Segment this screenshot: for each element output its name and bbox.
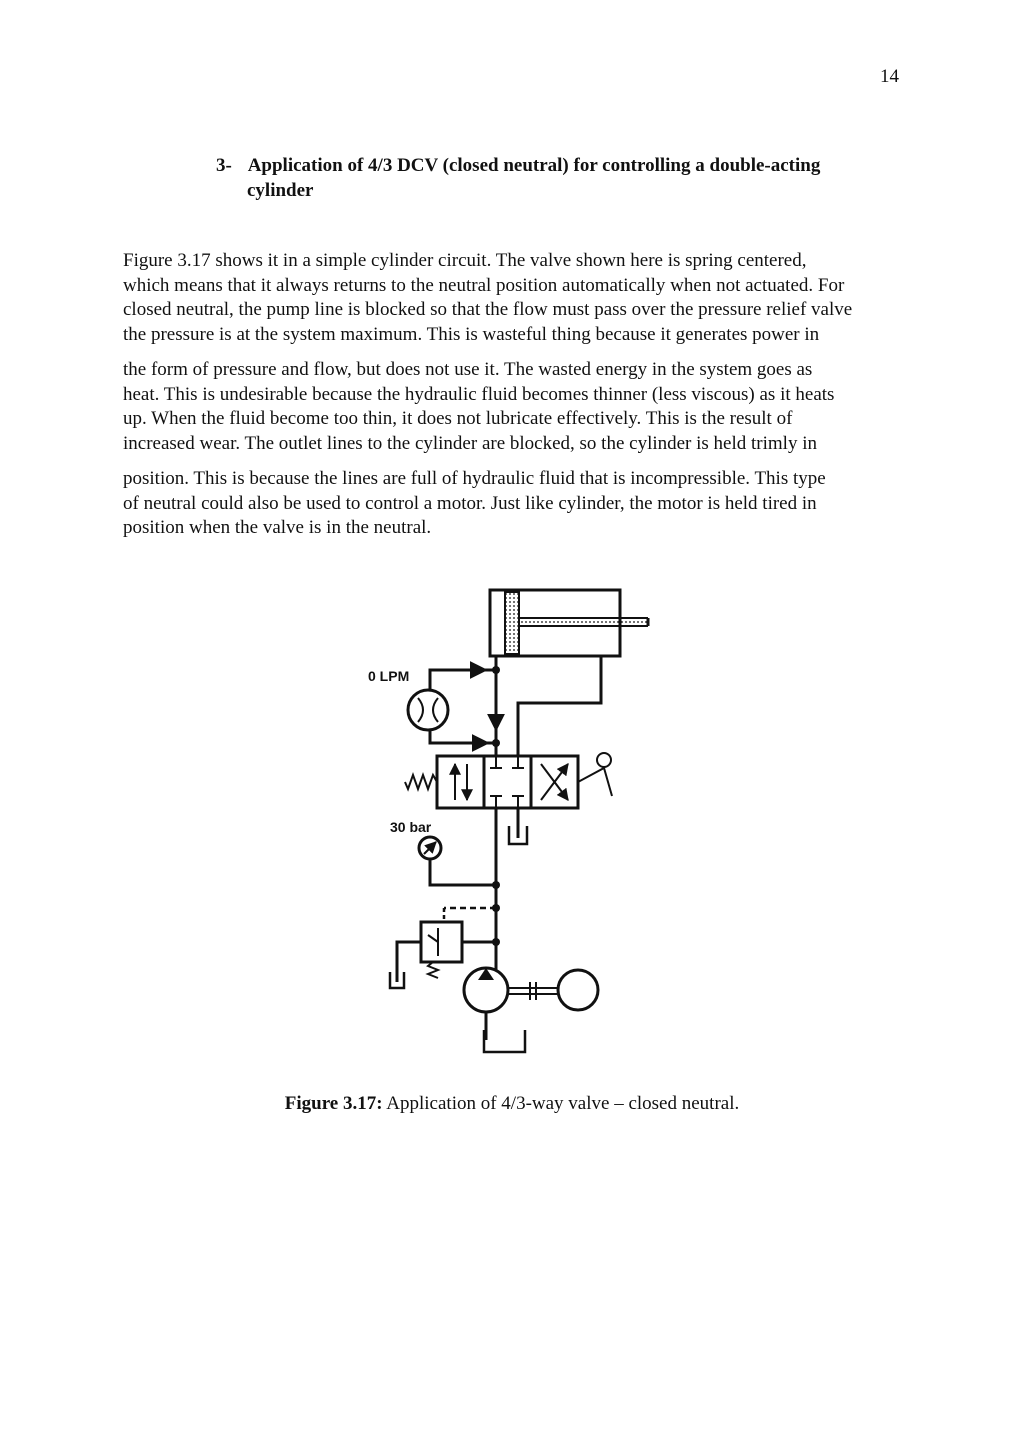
caption-text: Application of 4/3-way valve – closed neutral. bbox=[382, 1093, 740, 1114]
page-number: 14 bbox=[880, 66, 899, 87]
section-title-line2: cylinder bbox=[247, 180, 314, 201]
body-line: the pressure is at the system maximum. This is wasteful thing because it generates power in bbox=[123, 323, 820, 345]
paragraph-1 bbox=[123, 249, 953, 347]
section-heading bbox=[216, 153, 916, 203]
gauge-label: 30 bar bbox=[390, 819, 432, 835]
double-acting-cylinder bbox=[490, 590, 648, 656]
body-line: increased wear. The outlet lines to the cylinder are blocked, so the cylinder is held trimly in bbox=[123, 432, 817, 454]
figure-caption bbox=[0, 1093, 1024, 1115]
body-line: closed neutral, the pump line is blocked so that the flow must pass over the pressure relief valve bbox=[123, 299, 853, 320]
body-line: of neutral could also be used to control a motor. Just like cylinder, the motor is held tired in bbox=[123, 492, 817, 514]
body-line: heat. This is undesirable because the hydraulic fluid becomes thinner (less viscous) as it heats bbox=[123, 383, 835, 405]
body-line: Figure 3.17 shows it in a simple cylinder circuit. The valve shown here is spring centered, bbox=[123, 250, 807, 271]
body-line: the form of pressure and flow, but does not use it. The wasted energy in the system goes as bbox=[123, 359, 813, 380]
section-number: 3- bbox=[216, 155, 232, 176]
hydraulic-circuit-diagram bbox=[340, 580, 660, 1060]
body-line: position. This is because the lines are full of hydraulic fluid that is incompressible. This type bbox=[123, 468, 826, 489]
paragraph-2 bbox=[123, 358, 953, 456]
directional-control-valve bbox=[405, 753, 612, 808]
caption-label: Figure 3.17: bbox=[284, 1093, 383, 1114]
body-line: which means that it always returns to the neutral position automatically when not actuated. For bbox=[123, 274, 845, 296]
pressure-gauge-symbol bbox=[419, 837, 496, 885]
pressure-relief-valve bbox=[390, 908, 496, 988]
pump-motor-group bbox=[464, 968, 598, 1052]
section-title-line1: Application of 4/3 DCV (closed neutral) for controlling a double-acting bbox=[247, 155, 821, 176]
paragraph-3 bbox=[123, 467, 953, 541]
flowmeter-symbol bbox=[408, 670, 496, 743]
body-line: up. When the fluid become too thin, it does not lubricate effectively. This is the result of bbox=[123, 408, 793, 429]
body-line: position when the valve is in the neutral. bbox=[123, 517, 432, 538]
flowmeter-label: 0 LPM bbox=[368, 668, 410, 684]
